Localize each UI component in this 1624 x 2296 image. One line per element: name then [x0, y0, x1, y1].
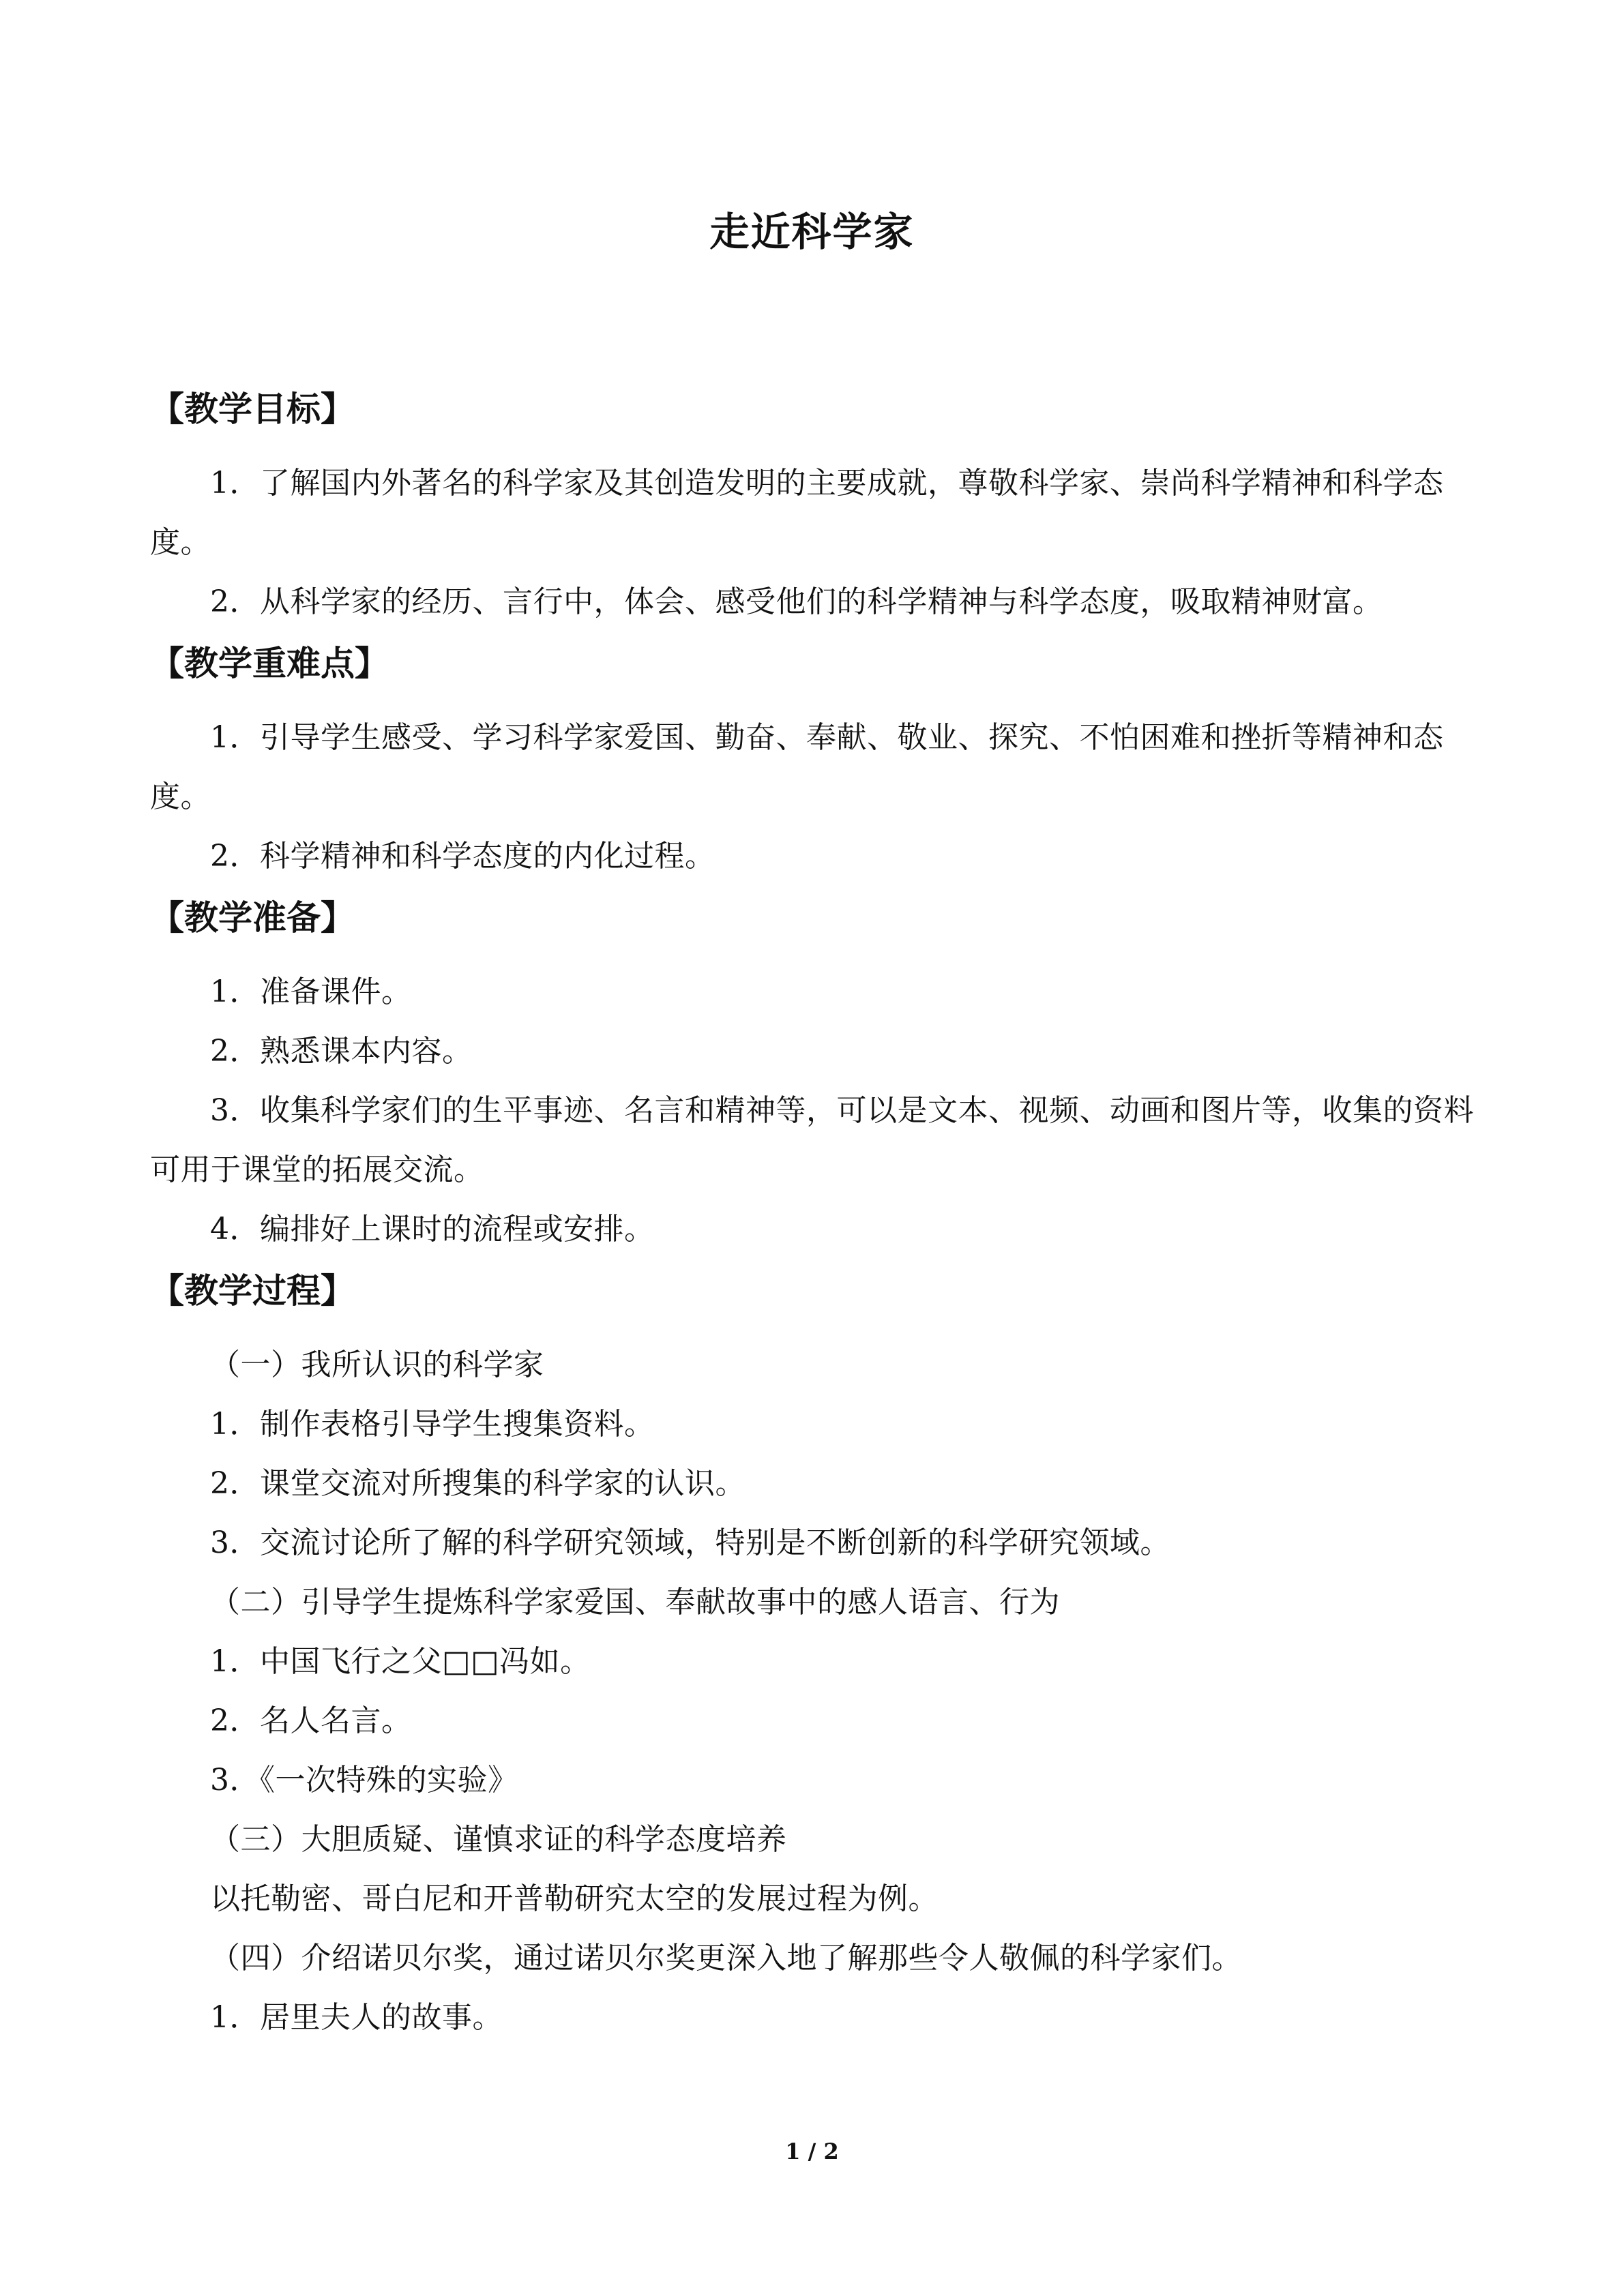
page-number: 1 / 2 — [785, 2138, 839, 2164]
section-heading-goals: 【教学目标】 — [150, 389, 355, 429]
key-points-item: 2．科学精神和科学态度的内化过程。 — [210, 839, 715, 874]
process-item: 1．居里夫人的故事。 — [210, 2000, 503, 2035]
section-heading-process: 【教学过程】 — [150, 1271, 355, 1311]
process-part-title: （四）介绍诺贝尔奖，通过诺贝尔奖更深入地了解那些令人敬佩的科学家们。 — [210, 1941, 1242, 1976]
page-title: 走近科学家 — [709, 209, 915, 255]
preparation-item: 4．编排好上课时的流程或安排。 — [210, 1212, 655, 1247]
section-heading-preparation: 【教学准备】 — [150, 898, 355, 938]
preparation-item: 2．熟悉课本内容。 — [210, 1034, 473, 1069]
preparation-item: 1．准备课件。 — [210, 974, 412, 1009]
document-body — [150, 385, 1480, 2047]
process-part-title: （一）我所认识的科学家 — [210, 1347, 544, 1382]
process-item: 3．《一次特殊的实验》 — [210, 1763, 518, 1798]
process-item: 2．名人名言。 — [210, 1703, 412, 1738]
goals-item: 2．从科学家的经历、言行中，体会、感受他们的科学精神与科学态度，吸取精神财富。 — [210, 584, 1383, 619]
process-item: 1．制作表格引导学生搜集资料。 — [210, 1407, 655, 1442]
process-item: 3．交流讨论所了解的科学研究领域，特别是不断创新的科学研究领域。 — [210, 1525, 1170, 1560]
section-heading-key-points: 【教学重难点】 — [150, 644, 389, 683]
preparation-item: 3．收集科学家们的生平事迹、名言和精神等，可以是文本、视频、动画和图片等，收集的资料可用于课堂的拓展交流。 — [150, 1093, 1474, 1187]
goals-item: 1．了解国内外著名的科学家及其创造发明的主要成就，尊敬科学家、崇尚科学精神和科学态度。 — [150, 466, 1444, 560]
process-part-title: （二）引导学生提炼科学家爱国、奉献故事中的感人语言、行为 — [210, 1585, 1060, 1620]
process-item: 1．中国飞行之父□□冯如。 — [210, 1644, 591, 1679]
key-points-item: 1．引导学生感受、学习科学家爱国、勤奋、奉献、敬业、探究、不怕困难和挫折等精神和态度。 — [150, 720, 1444, 814]
process-item: 2．课堂交流对所搜集的科学家的认识。 — [210, 1466, 745, 1501]
process-part-title: （三）大胆质疑、谨慎求证的科学态度培养 — [210, 1822, 787, 1857]
process-item: 以托勒密、哥白尼和开普勒研究太空的发展过程为例。 — [210, 1881, 939, 1916]
